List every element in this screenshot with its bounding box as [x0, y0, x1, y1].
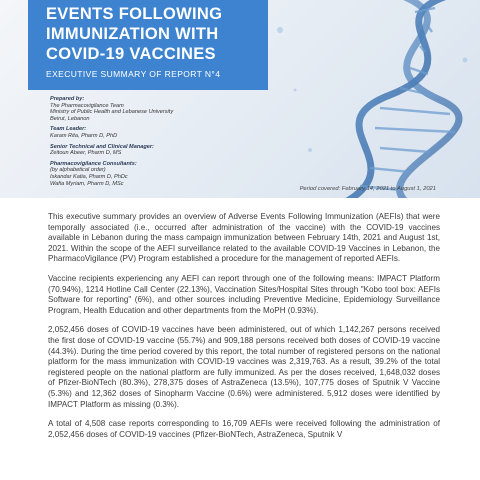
consultants-line: (by alphabetical order): [50, 167, 106, 174]
prepared-by-heading: Prepared by:: [50, 96, 85, 102]
manager-group: [50, 144, 270, 157]
manager-name: Zeitoun Abeer, Pharm D, MS: [50, 150, 122, 157]
summary-paragraph: 2,052,456 doses of COVID-19 vaccines have been administered, out of which 1,142,267 persons received the first dose of COVID-19 vaccine (55.7%) and 909,188 persons received both doses of COVID-19 vaccine (44.3%). During the time period covered by this report, the total number of registered persons on the national platform for the mass immunization with COVID-19 vaccines was 2,319,763. As a result, 39.2% of the total registered people on the national platform are fully immunized. As per the doses received, 1,648,032 doses of Pfizer-BioNTech (80.3%), 278,375 doses of AstraZeneca (13.5%), 107,775 doses of Sputnik V Vaccine (5.3%) and 12,362 doses of Sinopharm Vaccine (0.6%) were administered. 5,912 doses were identified by IMPACT Platform as missing (0.3%).: [48, 325, 440, 409]
report-credits: [50, 96, 270, 191]
dna-helix-image: [250, 0, 480, 198]
period-covered: Period covered: February 14, 2021 to August 1, 2021: [299, 186, 436, 192]
consultants-heading: Pharmacovigilance Consultants:: [50, 160, 137, 167]
prepared-by-line: The Pharmacovigilance Team: [50, 102, 124, 109]
summary-paragraph: A total of 4,508 case reports corresponding to 16,709 AEFIs were received following the administration of 2,052,456 doses of COVID-19 vaccines (Pfizer-BioNTech, AstraZeneca, Sputnik V: [48, 419, 440, 439]
team-leader-group: [50, 126, 270, 139]
team-leader-name: Karam Rita, Pharm D, PhD: [50, 132, 118, 139]
report-title: [46, 4, 268, 64]
report-subtitle: EXECUTIVE SUMMARY OF REPORT N°4: [46, 69, 221, 79]
prepared-by-line: Beirut, Lebanon: [50, 115, 90, 122]
consultants-line: Wafia Myriam, Pharm D, MSc: [50, 180, 124, 187]
consultants-line: Iskandar Katia, Pharm D, PhDc: [50, 173, 128, 180]
summary-paragraph: Vaccine recipients experiencing any AEFI can report through one of the following means: IMPACT Platform (70.94%), 1214 Hotline Call Center (22.13%), Vaccination Sites/Hospital Sites through "Kobo tool box: AEFIs Software for reporting" (6%), and other sources including Preventive Medicine, Epidemiology Surveillance Program, Health Education and other departments from the MoPH (0.93%).: [48, 273, 440, 315]
title-line-1: EVENTS FOLLOWING: [46, 5, 223, 23]
summary-body: [48, 212, 440, 449]
consultants-group: [50, 161, 270, 187]
report-cover-banner: [0, 0, 480, 198]
team-leader-heading: Team Leader:: [50, 126, 87, 133]
prepared-by-group: [50, 96, 270, 122]
report-title-block: [28, 0, 268, 90]
title-line-3: COVID-19 VACCINES: [46, 45, 216, 63]
title-line-2: IMMUNIZATION WITH: [46, 25, 219, 43]
manager-heading: Senior Technical and Clinical Manager:: [50, 143, 154, 150]
summary-paragraph: This executive summary provides an overview of Adverse Events Following Immunization (AEFIs) that were temporally associated (i.e., occurred after administration of the vaccine) with the COVID-19 vaccines available in Lebanon during the mass campaign immunization between February 14th, 2021 and August 1st, 2021. Within the scope of the AEFI surveillance related to the available COVID-19 Vaccines in Lebanon, the PharmacoVigilance (PV) Program established a procedure for the management of reported AEFIs.: [48, 212, 440, 264]
prepared-by-line: Ministry of Public Health and Lebanese University: [50, 109, 174, 116]
